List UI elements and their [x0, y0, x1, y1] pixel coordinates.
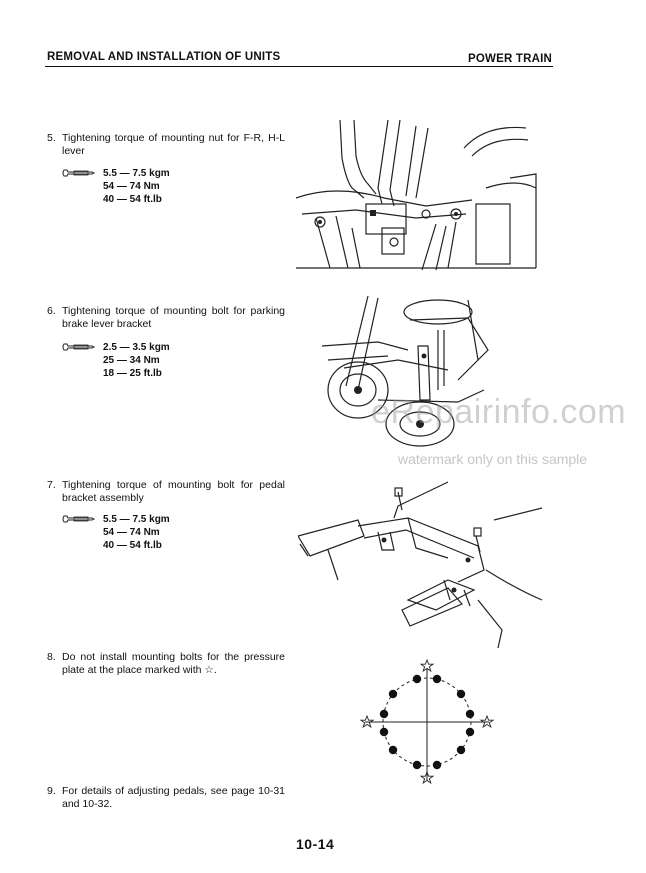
pedal-bracket-figure — [298, 480, 543, 650]
step-7 — [47, 479, 285, 505]
section-title: REMOVAL AND INSTALLATION OF UNITS — [47, 51, 281, 63]
page-number: 10-14 — [296, 836, 335, 852]
step-number: 8. — [47, 651, 56, 663]
torque-ftlb: 40 — 54 ft.lb — [103, 540, 162, 551]
step-6 — [47, 305, 285, 331]
torque-nm: 54 — 74 Nm — [103, 527, 160, 538]
torque-wrench-icon — [62, 167, 96, 179]
torque-kgm: 5.5 — 7.5 kgm — [103, 168, 170, 179]
torque-wrench-icon — [62, 513, 96, 525]
step-number: 5. — [47, 132, 56, 144]
watermark-site: eRepairinfo.com — [371, 393, 627, 431]
step-9 — [47, 785, 285, 811]
torque-kgm: 2.5 — 3.5 kgm — [103, 342, 170, 353]
pressure-plate-bolt-diagram — [355, 658, 495, 792]
torque-nm: 25 — 34 Nm — [103, 355, 160, 366]
step-5 — [47, 132, 285, 158]
step-text: Tightening torque of mounting bolt for pedal bracket assembly — [62, 479, 285, 504]
step-text: Tightening torque of mounting bolt for parking brake lever bracket — [62, 305, 285, 330]
chapter-title: POWER TRAIN — [468, 53, 552, 65]
header-divider — [45, 66, 553, 67]
step-text: Do not install mounting bolts for the pressure plate at the place marked with ☆. — [62, 651, 285, 676]
torque-kgm: 5.5 — 7.5 kgm — [103, 514, 170, 525]
step-number: 9. — [47, 785, 56, 797]
torque-ftlb: 18 — 25 ft.lb — [103, 368, 162, 379]
torque-wrench-icon — [62, 341, 96, 353]
step-number: 6. — [47, 305, 56, 317]
step-number: 7. — [47, 479, 56, 491]
lever-mounting-figure — [296, 118, 538, 280]
torque-ftlb: 40 — 54 ft.lb — [103, 194, 162, 205]
step-text: For details of adjusting pedals, see page 10-31 and 10-32. — [62, 785, 285, 810]
watermark-note: watermark only on this sample — [398, 451, 588, 467]
step-8 — [47, 651, 285, 677]
step-text: Tightening torque of mounting nut for F-R, H-L lever — [62, 132, 285, 157]
torque-nm: 54 — 74 Nm — [103, 181, 160, 192]
